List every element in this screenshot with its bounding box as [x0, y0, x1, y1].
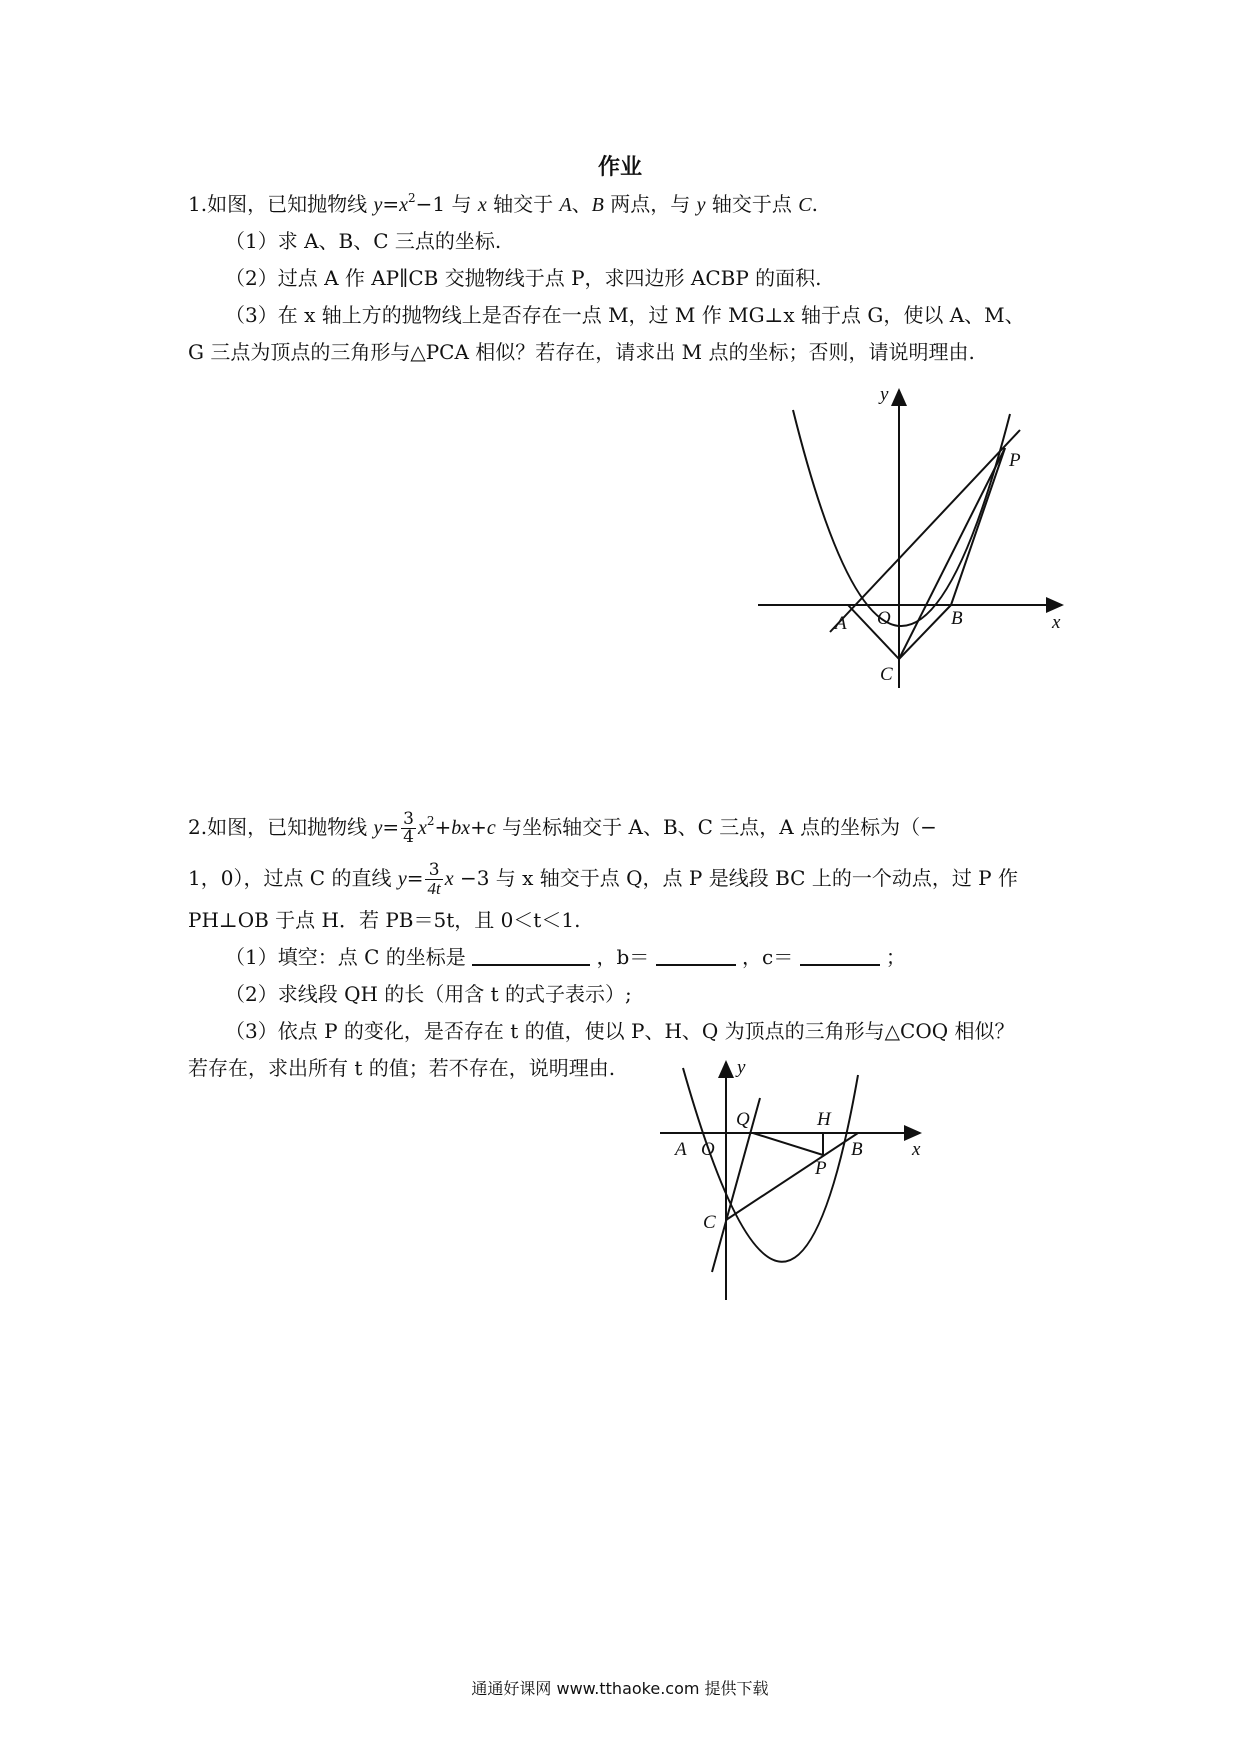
q2-label-y: y	[737, 1057, 746, 1078]
q1-period: .	[811, 192, 818, 216]
q2-part1-c-label: ，c＝	[742, 945, 794, 969]
q2-frac1-denominator: 4	[403, 827, 414, 847]
q2-frac1-numerator: 3	[403, 809, 414, 829]
q2-part3-line1: （3）依点 P 的变化，是否存在 t 的值，使以 P、H、Q 为顶点的三角形与△COQ 相似？	[225, 1019, 1015, 1043]
q2-part1-end: ；	[885, 945, 906, 969]
q1-stem-mid4: 轴交于点	[711, 192, 792, 216]
q1-stem-prefix: 1.如图，已知抛物线	[188, 192, 368, 216]
q2-fraction-2	[425, 862, 442, 897]
q1-part2: （2）过点 A 作 AP∥CB 交抛物线于点 P，求四边形 ACBP 的面积.	[225, 266, 822, 290]
q2-frac2-denominator: 4t	[427, 879, 441, 898]
q2-label-h: H	[817, 1109, 831, 1130]
q2-l1-bx: bx	[451, 817, 471, 839]
q1-stem-mid3: 两点，与	[610, 192, 691, 216]
q2-frac2-numerator: 3	[425, 862, 442, 880]
q2-line3: PH⊥OB 于点 H．若 PB＝5t，且 0＜t＜1.	[188, 908, 581, 932]
q1-eq-exponent: 2	[408, 191, 416, 205]
q2-line1	[188, 807, 937, 848]
q2-label-c: C	[703, 1212, 716, 1233]
q2-label-o: O	[701, 1139, 715, 1160]
q2-label-b: B	[851, 1139, 863, 1160]
q1-part3-line2: G 三点为顶点的三角形与△PCA 相似？若存在，请求出 M 点的坐标；否则，请说明理由.	[188, 340, 975, 364]
q1-line-cb	[899, 605, 951, 659]
q2-l1-eq: =	[382, 815, 400, 839]
q2-l2-x: x	[444, 868, 454, 890]
page-title: 作业	[597, 155, 642, 180]
q1-part1: （1）求 A、B、C 三点的坐标.	[225, 229, 502, 253]
q1-label-y: y	[880, 384, 889, 405]
q2-l1-c: c	[486, 817, 496, 839]
q1-point-b: B	[591, 194, 604, 216]
q1-point-a: A	[559, 194, 572, 216]
q2-l1-prefix: 2.如图，已知抛物线	[188, 815, 368, 839]
footer-text: 通通好课网 www.tthaoke.com 提供下载	[471, 1679, 769, 1698]
q2-fraction-1	[401, 811, 416, 846]
q1-eq-rest: −1	[415, 192, 446, 216]
q1-eq-x: x	[399, 194, 408, 216]
q1-label-p: P	[1009, 450, 1021, 471]
q2-l2-suffix: −3 与 x 轴交于点 Q，点 P 是线段 BC 上的一个动点，过 P 作	[459, 866, 1018, 890]
q2-part1-prefix: （1）填空：点 C 的坐标是	[225, 945, 466, 969]
q1-stem-mid: 与	[451, 192, 472, 216]
q1-part3-line1: （3）在 x 轴上方的抛物线上是否存在一点 M，过 M 作 MG⊥x 轴于点 G，使以 A、M、	[225, 303, 1025, 327]
q1-stem	[188, 190, 818, 219]
q1-label-a: A	[835, 613, 847, 634]
q2-blank-c[interactable]	[800, 946, 880, 966]
q1-eq-y: y	[373, 194, 383, 216]
q2-l1-exponent: 2	[426, 814, 435, 828]
q2-l1-plus2: +	[470, 815, 487, 839]
q2-part3-line2: 若存在，求出所有 t 的值；若不存在，说明理由.	[188, 1056, 616, 1080]
q2-l2-eq: =	[406, 866, 424, 890]
q2-blank-c-coord[interactable]	[472, 946, 590, 966]
q2-l2-prefix: 1，0），过点 C 的直线	[188, 866, 392, 890]
q2-label-x: x	[912, 1139, 921, 1160]
q2-label-p: P	[815, 1158, 827, 1179]
q1-figure	[740, 380, 1080, 700]
q2-l1-suffix: 与坐标轴交于 A、B、C 三点，A 点的坐标为（−	[502, 815, 937, 839]
q2-l1-y: y	[373, 817, 383, 839]
q2-figure	[650, 1055, 950, 1315]
q1-y-var: y	[696, 194, 706, 216]
q2-l1-x: x	[417, 817, 427, 839]
q1-x-var: x	[477, 194, 487, 216]
q2-label-a: A	[675, 1139, 687, 1160]
q1-eq-sign: =	[382, 192, 400, 216]
q1-label-b: B	[951, 608, 963, 629]
q2-l1-plus: +	[434, 815, 452, 839]
q2-part1-b-label: ，b＝	[596, 945, 650, 969]
q1-stem-mid2: 轴交于	[493, 192, 554, 216]
q2-line2	[188, 858, 1018, 899]
q1-label-c: C	[880, 664, 893, 685]
q1-sep: 、	[571, 192, 592, 216]
q1-label-o: O	[877, 608, 891, 629]
q2-blank-b[interactable]	[656, 946, 736, 966]
q2-part2: （2）求线段 QH 的长（用含 t 的式子表示）;	[225, 982, 632, 1006]
q1-parabola	[793, 410, 1010, 626]
q1-point-c: C	[798, 194, 812, 216]
q2-l2-y: y	[397, 868, 407, 890]
q1-line-bp	[951, 448, 1005, 605]
q2-line-qp	[753, 1133, 823, 1155]
q2-label-q: Q	[736, 1109, 750, 1130]
q1-label-x: x	[1052, 612, 1061, 633]
q1-line-ap	[830, 430, 1020, 632]
q2-part1	[225, 943, 906, 971]
